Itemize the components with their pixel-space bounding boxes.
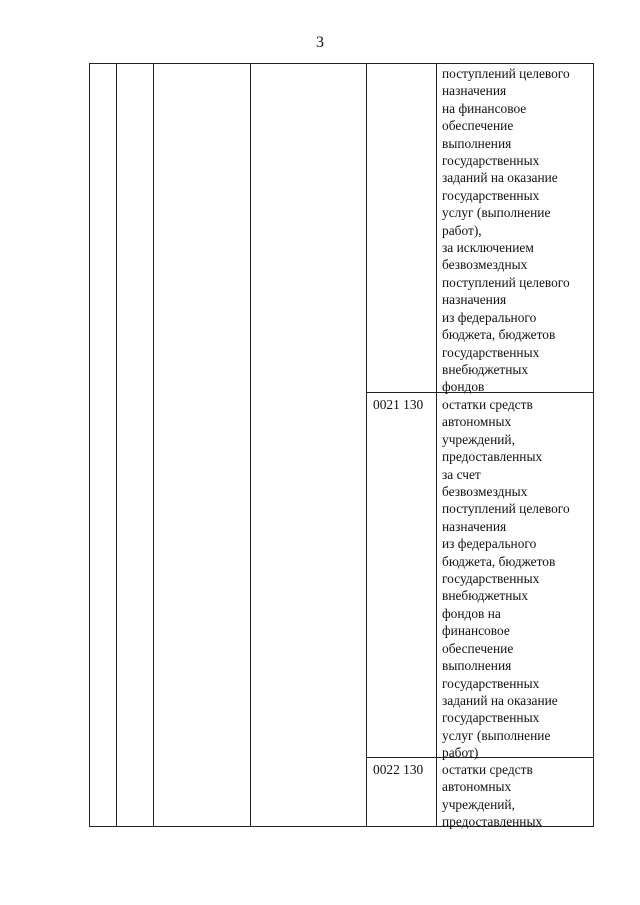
row-description: поступлений целевого назначения на финансовое обеспечение выполнения государственных заданий на оказание государственных услуг (выполнение работ), за исключением безвозмездных поступлений целевого назначения из федерального бюджета, бюджетов государственных внебюджетных фондов [442,66,570,395]
row-code: 0021 130 [373,397,424,412]
column-divider [436,63,437,827]
column-divider [116,63,117,827]
column-divider [250,63,251,827]
row-code: 0022 130 [373,762,424,777]
column-divider [366,63,367,827]
budget-table [89,63,594,830]
page-number: 3 [316,34,324,51]
row-description: остатки средств автономных учреждений, предоставленных [442,762,543,830]
column-divider [153,63,154,827]
row-description: остатки средств автономных учреждений, предоставленных за счет безвозмездных поступлений целевого назначения из федерального бюджета, бюджетов государственных внебюджетных фондов на финансовое обеспечение выполнения государственных заданий на оказание государственных услуг (выполнение работ) [442,397,570,761]
